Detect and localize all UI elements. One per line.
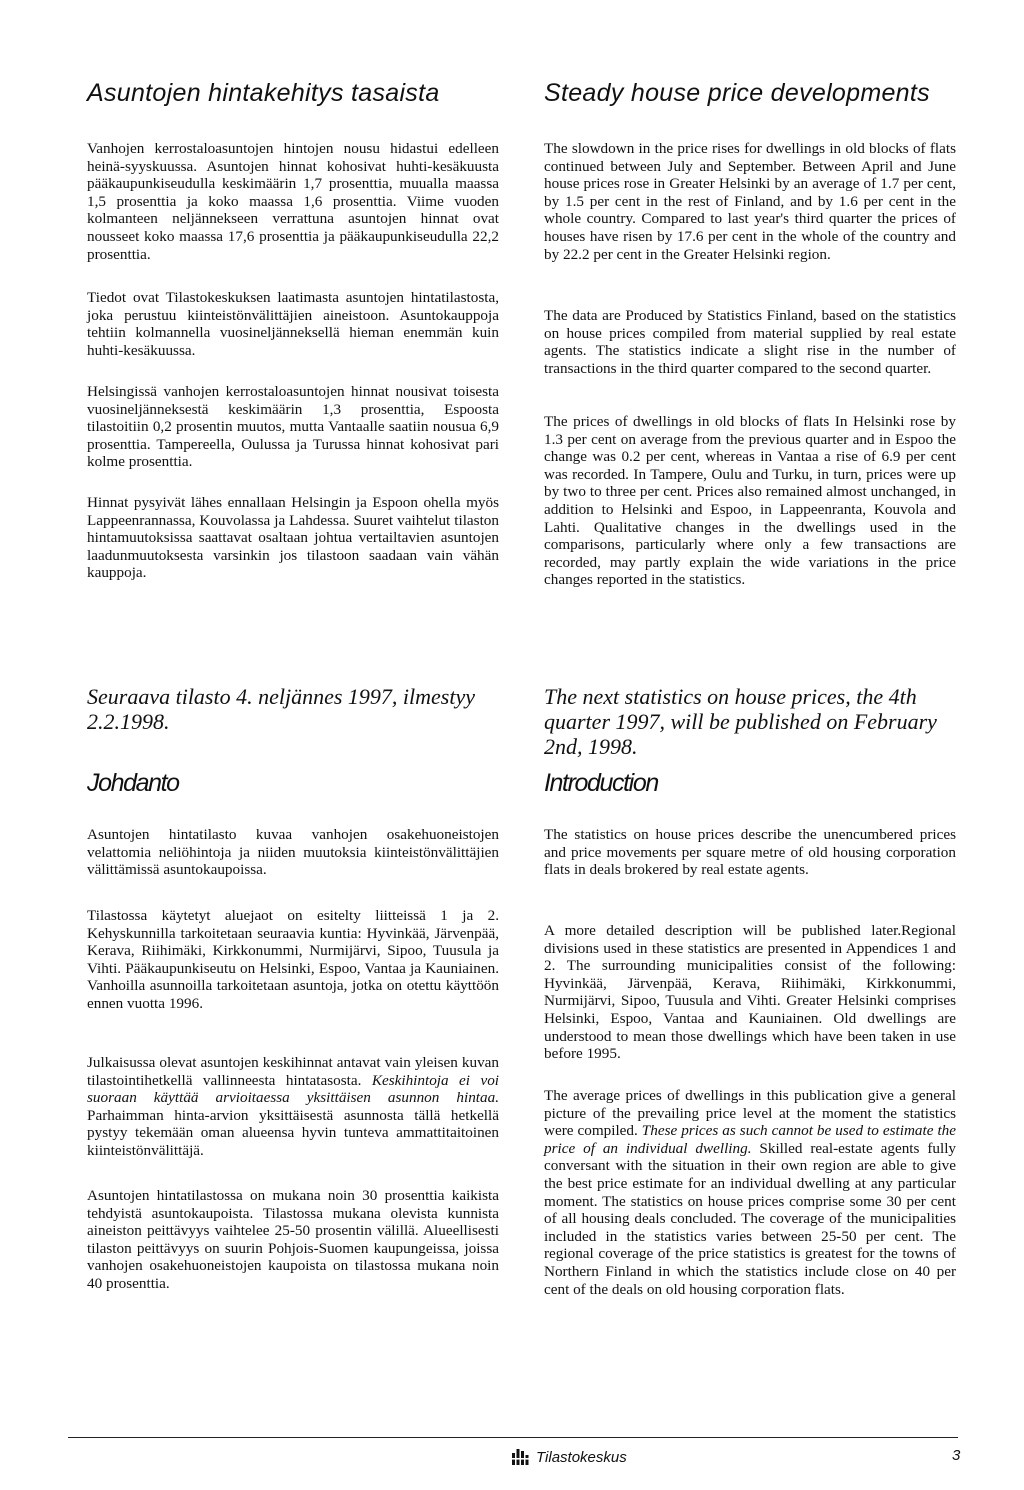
right-section-heading: Introduction — [544, 769, 658, 797]
right-p6-text-a: The average prices of dwellings in this publication give a general picture of the prevailing price level at the moment the statistics were compiled. — [544, 1087, 956, 1140]
left-section-heading: Johdanto — [87, 769, 179, 797]
right-paragraph-6 — [544, 1087, 956, 1298]
right-paragraph-5: A more detailed description will be published later.Regional divisions used in these statistics are presented in Appendices 1 and 2. The surrounding municipalities consist of the following: Hyvinkää, Järvenpää, Kerava, Riihimäki, Kirkkonummi, Nurmijärvi, Sipoo, Tuusula and Vihti. Greater Helsinki comprises Helsinki, Espoo, Vantaa and Kauniainen. Old dwellings are understood to mean those dwellings which have been taken in use before 1995. — [544, 922, 956, 1063]
right-paragraph-4: The statistics on house prices describe the unencumbered prices and price movements per square metre of old housing corporation flats in deals brokered by real estate agents. — [544, 826, 956, 879]
left-paragraph-7 — [87, 1054, 499, 1160]
right-heading: Steady house price developments — [544, 79, 930, 107]
statistics-finland-logo-icon — [510, 1447, 532, 1467]
right-paragraph-1: The slowdown in the price rises for dwellings in old blocks of flats continued between July and September. Between April and June house prices rose in Greater Helsinki by an average of 1.7 per cent, by 1.5 per cent in the rest of Finland, and by 1.6 per cent in the whole country. Compared to last year's third quarter the prices of houses have risen by 17.6 per cent in the whole of the country and by 22.2 per cent in the Greater Helsinki region. — [544, 140, 956, 263]
left-heading: Asuntojen hintakehitys tasaista — [87, 79, 440, 107]
right-paragraph-2: The data are Produced by Statistics Finland, based on the statistics on house prices compiled from material supplied by real estate agents. The statistics indicate a slight rise in the number of transactions in the third quarter compared to the second quarter. — [544, 307, 956, 377]
left-p7-text-a: Julkaisussa olevat asuntojen keskihinnat antavat vain yleisen kuvan tilastointihetkellä vallinneesta hintatasosta. — [87, 1054, 499, 1089]
left-paragraph-3: Helsingissä vanhojen kerrostaloasuntojen hinnat nousivat toisesta vuosineljänneksestä keskimäärin 1,3 prosenttia, Espoosta tilastoitiin 0,2 prosentin muutos, mutta Vantaalle saatiin nousua 6,9 prosenttia. Tampereella, Oulussa ja Turussa hinnat kohosivat pari kolme prosenttia. — [87, 383, 499, 471]
footer-publisher — [510, 1446, 627, 1468]
left-p7-emphasis: Keskihintoja ei voi suoraan käyttää arvioitaessa yksittäisen asunnon hintaa. — [87, 1071, 500, 1107]
left-next-release-note: Seuraava tilasto 4. neljännes 1997, ilmestyy 2.2.1998. — [87, 684, 475, 734]
left-paragraph-5: Asuntojen hintatilasto kuvaa vanhojen osakehuoneistojen velattomia neliöhintoja ja niiden muutoksia kiinteistönvälittäjien välittämissä asuntokaupoissa. — [87, 826, 499, 879]
page-number: 3 — [952, 1447, 961, 1464]
right-next-release-note: The next statistics on house prices, the 4th quarter 1997, will be published on February 2nd, 1998. — [544, 684, 937, 759]
footer-rule — [68, 1437, 958, 1438]
left-paragraph-1: Vanhojen kerrostaloasuntojen hintojen nousu hidastui edelleen heinä-syyskuussa. Asuntojen hinnat kohosivat huhti-kesäkuusta pääkaupunkiseudulla keskimäärin 1,7 prosenttia, muualla maassa 1,5 prosenttia ja koko maassa 1,6 prosenttia. Viime vuoden kolmanteen neljännekseen verrattuna asuntojen hinnat ovat nousseet koko maassa 17,6 prosenttia ja pääkaupunkiseudulla 22,2 prosenttia. — [87, 140, 499, 263]
right-p6-text-c: Skilled real-estate agents fully conversant with the situation in their own region are able to give the best price estimate for an individual dwelling at any particular moment. The statistics on house prices comprise some 30 per cent of all housing deals concluded. The coverage of the municipalities included in the statistics varies between 25-50 per cent. The regional coverage of the price statistics is greatest for the towns of Northern Finland in which the statistics include close on 40 per cent of the deals on old housing corporation flats. — [544, 1139, 957, 1298]
left-paragraph-8: Asuntojen hintatilastossa on mukana noin 30 prosenttia kaikista tehdyistä asuntokaupoista. Tilastossa mukana olevista kunnista aineiston peittävyys vaihtelee 25-50 prosentin välillä. Alueellisesti tilaston peittävyys on suurin Pohjois-Suomen kaupungeissa, joissa vanhojen osakehuoneistojen kaupoista on tilastossa mukana noin 40 prosenttia. — [87, 1187, 499, 1292]
left-paragraph-2: Tiedot ovat Tilastokeskuksen laatimasta asuntojen hintatilastosta, joka perustuu kiinteistönvälittäjien aineistoon. Asuntokauppoja tehtiin kolmannella vuosineljänneksellä hieman enemmän kuin huhti-kesäkuussa. — [87, 289, 499, 359]
left-paragraph-4: Hinnat pysyivät lähes ennallaan Helsingin ja Espoon ohella myös Lappeenrannassa, Kouvolassa ja Lahdessa. Suuret vaihtelut tilaston hintamuutoksissa saattavat osaltaan johtua vertailtavien asuntojen laadunmuutoksesta varsinkin jos tilastoon saadaan vain vähän kauppoja. — [87, 494, 499, 582]
left-paragraph-6: Tilastossa käytetyt aluejaot on esitelty liitteissä 1 ja 2. Kehyskunnilla tarkoitetaan seuraavia kuntia: Hyvinkää, Järvenpää, Kerava, Riihimäki, Kirkkonummi, Nurmijärvi, Sipoo, Tuusula ja Vihti. Pääkaupunkiseutu on Helsinki, Espoo, Vantaa ja Kauniainen. Vanhoilla asunnoilla tarkoitetaan asuntoja, jotka on otettu käyttöön ennen vuotta 1996. — [87, 907, 499, 1012]
right-p6-emphasis: These prices as such cannot be used to estimate the price of an individual dwelling. — [544, 1122, 956, 1157]
left-p7-text-c: Parhaimman hinta-arvion yksittäisestä asunnosta tällä hetkellä pystyy tekemään oman alueensa hyvin tunteva ammattitaitoinen kiinteistönvälittäjä. — [87, 1106, 499, 1159]
right-paragraph-3: The prices of dwellings in old blocks of flats In Helsinki rose by 1.3 per cent on average from the previous quarter and in Espoo the change was 0.2 per cent, whereas in Vantaa a rise of 6.9 per cent was recorded. In Tampere, Oulu and Turku, in turn, prices were up by two to three per cent. Prices also remained almost unchanged, in addition to Helsinki and Espoo, in Lappeenranta, Kouvola and Lahti. Qualitative changes in the dwellings used in the comparisons, particularly where only a few transactions are recorded, may partly explain the wide variations in the price changes reported in the statistics. — [544, 413, 956, 589]
publisher-name: Tilastokeskus — [536, 1448, 627, 1466]
